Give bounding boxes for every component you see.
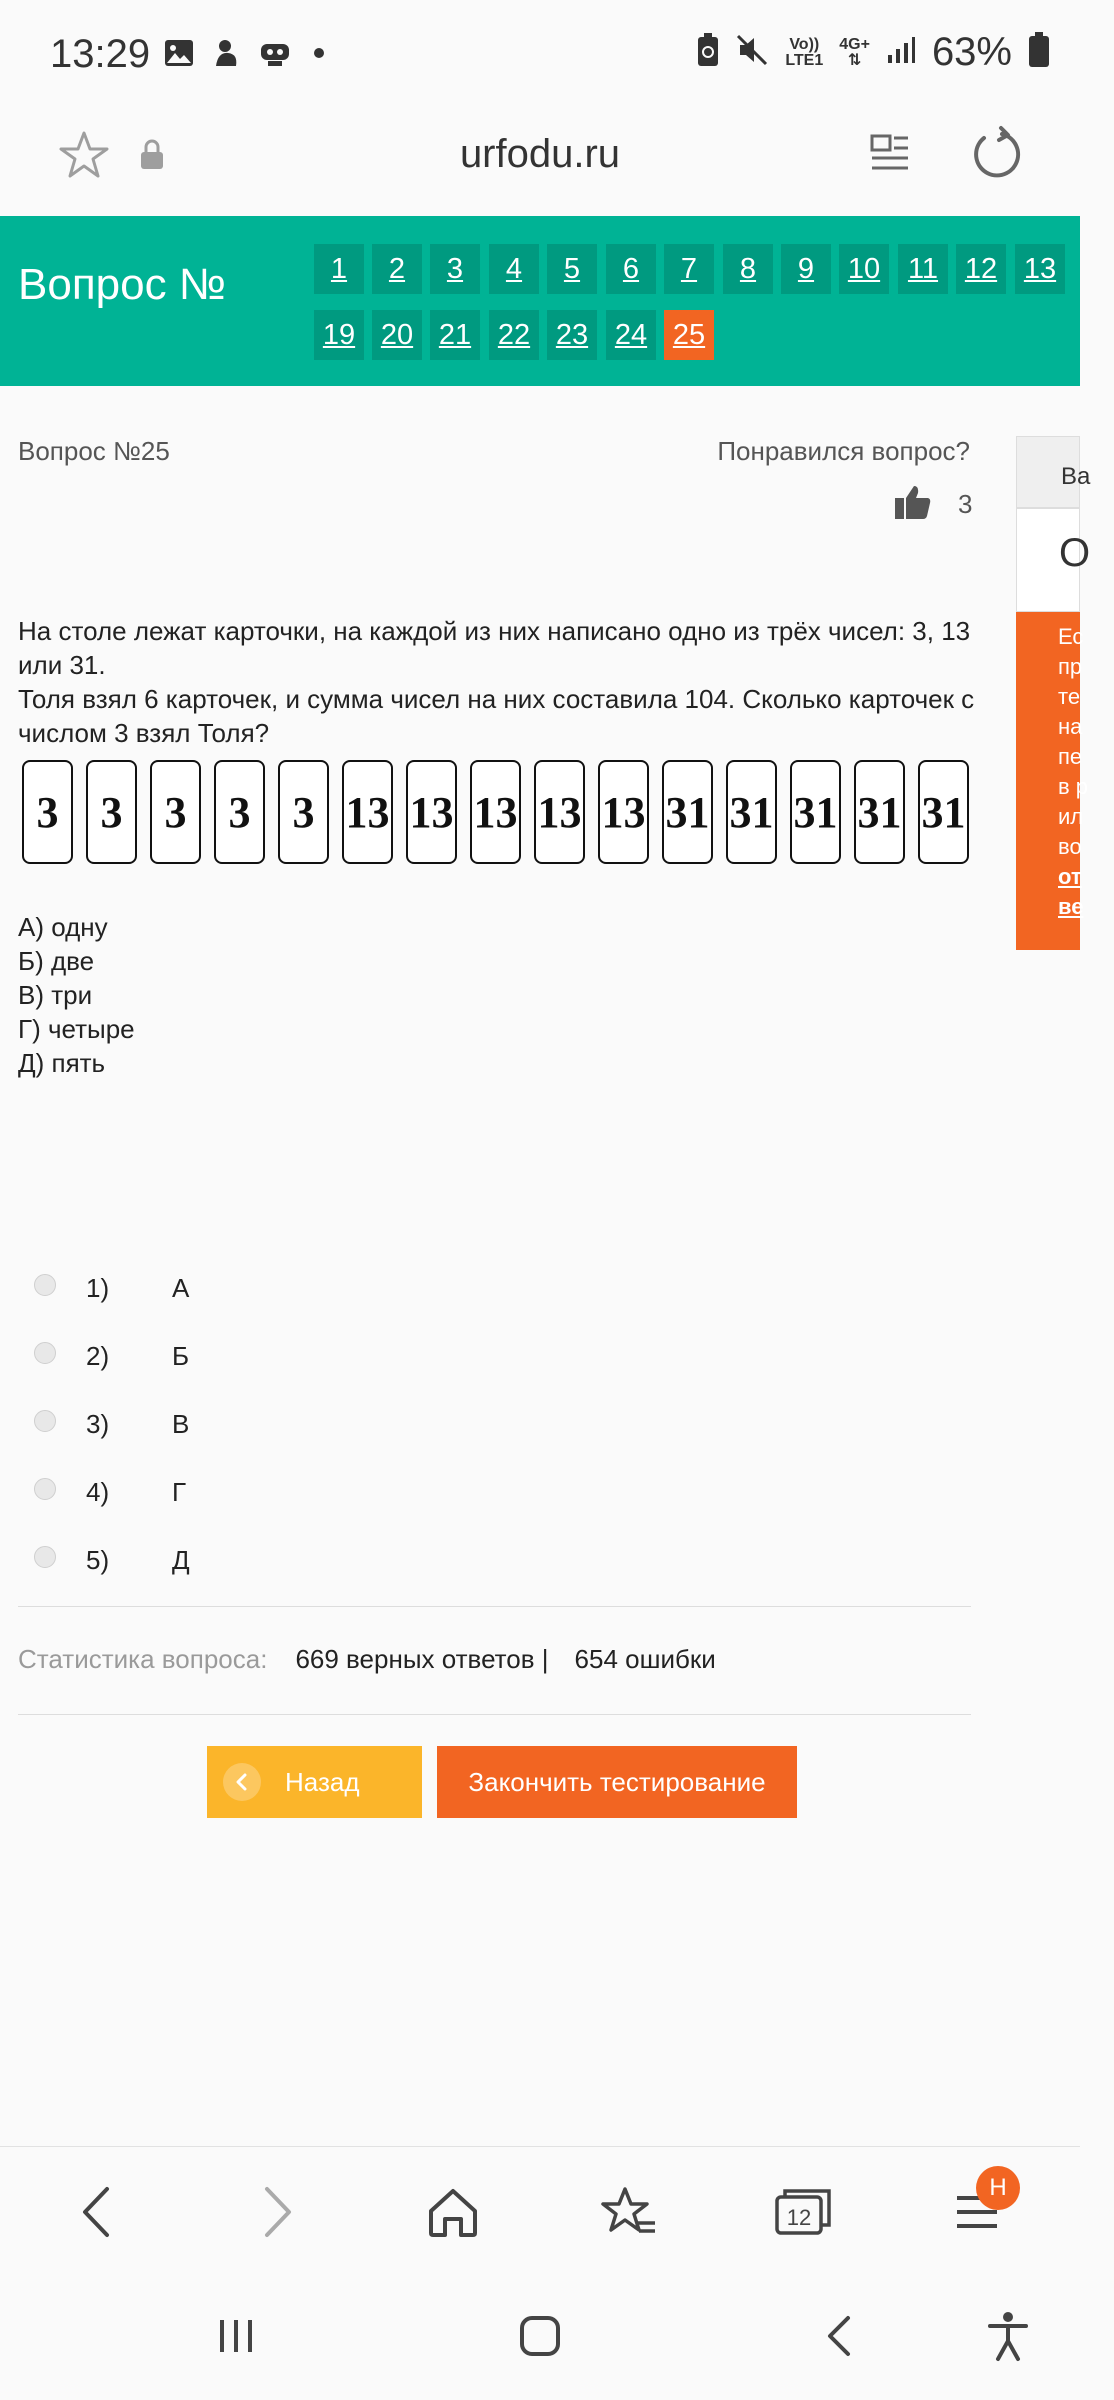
number-card: 13 bbox=[598, 760, 649, 864]
answer-number: 5) bbox=[86, 1544, 110, 1575]
number-card: 13 bbox=[406, 760, 457, 864]
question-stats bbox=[18, 1644, 716, 1675]
bookmarks-icon[interactable] bbox=[594, 2177, 664, 2247]
radio-button[interactable] bbox=[34, 1410, 56, 1432]
status-time: 13:29 bbox=[50, 32, 151, 76]
question-link-3[interactable]: 3 bbox=[430, 244, 480, 294]
reader-mode-icon[interactable] bbox=[868, 130, 912, 179]
battery-saver-icon bbox=[697, 33, 719, 72]
options-list bbox=[18, 910, 135, 1080]
number-card: 3 bbox=[214, 760, 265, 864]
liked-prompt: Понравился вопрос? bbox=[717, 436, 970, 466]
answer-letter: Б bbox=[172, 1340, 190, 1371]
question-link-10[interactable]: 10 bbox=[839, 244, 889, 294]
answer-number: 4) bbox=[86, 1476, 110, 1507]
question-link-5[interactable]: 5 bbox=[547, 244, 597, 294]
number-card: 13 bbox=[342, 760, 393, 864]
like-row bbox=[894, 484, 972, 525]
notification-dot bbox=[314, 48, 324, 58]
forward-arrow-icon[interactable] bbox=[242, 2177, 312, 2247]
question-link-2[interactable]: 2 bbox=[372, 244, 422, 294]
number-card: 31 bbox=[790, 760, 841, 864]
question-link-21[interactable]: 21 bbox=[430, 310, 480, 360]
radio-button[interactable] bbox=[34, 1478, 56, 1500]
status-icons-right bbox=[697, 30, 1050, 75]
network-gen: 4G+ ⇅ bbox=[839, 35, 870, 69]
battery-percent: 63% bbox=[931, 30, 1012, 74]
mute-icon bbox=[735, 33, 769, 72]
browser-toolbar bbox=[0, 2146, 1080, 2274]
system-nav-bar bbox=[0, 2274, 1080, 2400]
like-count: 3 bbox=[958, 489, 973, 519]
recent-apps-icon[interactable] bbox=[206, 2306, 266, 2366]
status-icons-left bbox=[162, 36, 324, 70]
option-text: Б) две bbox=[18, 946, 95, 976]
answer-letter: В bbox=[172, 1408, 190, 1439]
question-link-20[interactable]: 20 bbox=[372, 310, 422, 360]
question-link-19[interactable]: 19 bbox=[314, 310, 364, 360]
answer-option-3[interactable] bbox=[34, 1390, 190, 1458]
side-panel-link[interactable]: ве bbox=[1058, 894, 1084, 919]
divider bbox=[18, 1606, 971, 1607]
question-link-25-active[interactable]: 25 bbox=[664, 310, 714, 360]
reload-icon[interactable] bbox=[968, 126, 1024, 187]
tabs-icon[interactable] bbox=[768, 2177, 838, 2247]
question-link-9[interactable]: 9 bbox=[781, 244, 831, 294]
question-text-line2: Толя взял 6 карточек, и сумма чисел на них составила 104. Сколько карточек с числом 3 взял Толя? bbox=[18, 684, 975, 748]
number-card: 31 bbox=[726, 760, 777, 864]
answer-choices bbox=[34, 1254, 190, 1594]
option-text: Д) пять bbox=[18, 1048, 106, 1078]
number-card: 3 bbox=[22, 760, 73, 864]
question-header bbox=[0, 216, 1080, 386]
answer-option-1[interactable] bbox=[34, 1254, 190, 1322]
side-panel-heading: О bbox=[1016, 508, 1080, 612]
finish-label: Закончить тестирование bbox=[468, 1766, 766, 1797]
answer-number: 3) bbox=[86, 1408, 110, 1439]
option-text: А) одну bbox=[18, 912, 108, 942]
back-button[interactable] bbox=[207, 1746, 422, 1818]
side-panel-tab[interactable]: Ва bbox=[1016, 436, 1080, 508]
answer-option-2[interactable] bbox=[34, 1322, 190, 1390]
answer-number: 2) bbox=[86, 1340, 110, 1371]
question-link-12[interactable]: 12 bbox=[956, 244, 1006, 294]
home-button-icon[interactable] bbox=[510, 2306, 570, 2366]
tabs-count: 12 bbox=[786, 2205, 812, 2230]
radio-button[interactable] bbox=[34, 1342, 56, 1364]
question-link-7[interactable]: 7 bbox=[664, 244, 714, 294]
address-bar bbox=[0, 112, 1080, 216]
answer-letter: Г bbox=[172, 1476, 187, 1507]
url-text[interactable]: urfodu.ru bbox=[459, 132, 621, 176]
back-arrow-icon[interactable] bbox=[62, 2177, 132, 2247]
home-icon[interactable] bbox=[418, 2177, 488, 2247]
image-icon bbox=[162, 36, 196, 70]
question-label: Вопрос №25 bbox=[18, 436, 170, 466]
radio-button[interactable] bbox=[34, 1546, 56, 1568]
stats-errors: 654 ошибки bbox=[574, 1644, 716, 1674]
answer-option-5[interactable] bbox=[34, 1526, 190, 1594]
side-panel-link[interactable]: от bbox=[1058, 864, 1082, 889]
stats-label: Статистика вопроса: bbox=[18, 1644, 268, 1674]
question-text-line1: На столе лежат карточки, на каждой из них написано одно из трёх чисел: 3, 13 или 31. bbox=[18, 616, 971, 680]
number-cards bbox=[22, 760, 969, 864]
network-indicator: Vo)) LTE1 bbox=[785, 35, 824, 69]
stats-correct: 669 верных ответов | bbox=[295, 1644, 549, 1674]
chevron-left-icon bbox=[223, 1763, 261, 1801]
answer-letter: А bbox=[172, 1272, 190, 1303]
question-link-4[interactable]: 4 bbox=[489, 244, 539, 294]
question-link-6[interactable]: 6 bbox=[606, 244, 656, 294]
question-link-22[interactable]: 22 bbox=[489, 310, 539, 360]
radio-button[interactable] bbox=[34, 1274, 56, 1296]
system-back-icon[interactable] bbox=[810, 2306, 870, 2366]
question-link-13[interactable]: 13 bbox=[1015, 244, 1065, 294]
side-panel bbox=[1016, 436, 1091, 950]
signal-icon bbox=[886, 35, 916, 70]
number-card: 13 bbox=[470, 760, 521, 864]
question-text bbox=[18, 614, 978, 750]
number-card: 3 bbox=[150, 760, 201, 864]
menu-notification-badge: H bbox=[976, 2166, 1020, 2210]
number-card: 3 bbox=[278, 760, 329, 864]
answer-option-4[interactable] bbox=[34, 1458, 190, 1526]
number-card: 13 bbox=[534, 760, 585, 864]
question-link-1[interactable]: 1 bbox=[314, 244, 364, 294]
thumbs-up-icon[interactable] bbox=[894, 484, 932, 525]
answer-number: 1) bbox=[86, 1272, 110, 1303]
divider bbox=[18, 1714, 971, 1715]
finish-test-button[interactable] bbox=[437, 1746, 797, 1818]
number-card: 31 bbox=[662, 760, 713, 864]
number-card: 31 bbox=[854, 760, 905, 864]
side-panel-notice: Ес пр те на пе в р ил во от ве bbox=[1016, 612, 1080, 950]
robot-icon bbox=[258, 36, 292, 70]
accessibility-icon[interactable] bbox=[978, 2306, 1038, 2366]
number-card: 31 bbox=[918, 760, 969, 864]
battery-icon bbox=[1028, 32, 1050, 73]
option-text: В) три bbox=[18, 980, 93, 1010]
status-bar bbox=[0, 0, 1080, 112]
question-link-24[interactable]: 24 bbox=[606, 310, 656, 360]
app-icon bbox=[210, 36, 244, 70]
question-link-23[interactable]: 23 bbox=[547, 310, 597, 360]
header-title: Вопрос № bbox=[18, 260, 227, 309]
answer-letter: Д bbox=[172, 1544, 190, 1575]
question-link-11[interactable]: 11 bbox=[898, 244, 948, 294]
back-label: Назад bbox=[285, 1766, 360, 1797]
question-link-8[interactable]: 8 bbox=[723, 244, 773, 294]
option-text: Г) четыре bbox=[18, 1014, 135, 1044]
number-card: 3 bbox=[86, 760, 137, 864]
